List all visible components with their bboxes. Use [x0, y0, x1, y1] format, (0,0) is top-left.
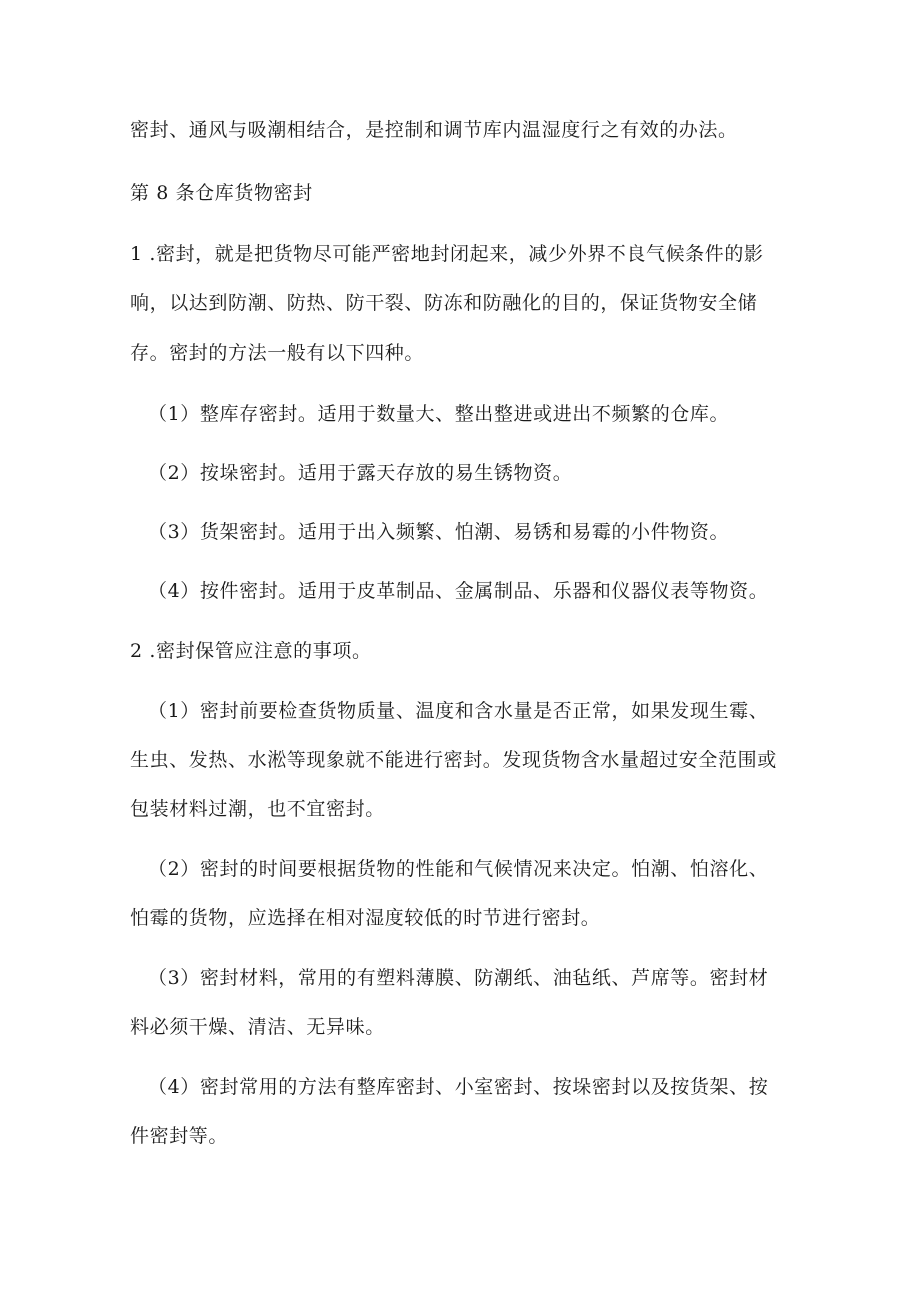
- note4-line-1: （4）密封常用的方法有整库密封、小室密封、按垛密封以及按货架、按: [148, 1076, 769, 1098]
- intro-text: 密封、通风与吸潮相结合，是控制和调节库内温湿度行之有效的办法。: [130, 119, 738, 141]
- point2-heading: 2 .密封保管应注意的事项。: [130, 640, 372, 662]
- method-item-1: （1）整库存密封。适用于数量大、整出整进或进出不频繁的仓库。: [148, 403, 730, 425]
- point1-line-1: 1 .密封，就是把货物尽可能严密地封闭起来，减少外界不良气候条件的影: [130, 243, 764, 265]
- note2-line-2: 怕霉的货物，应选择在相对湿度较低的时节进行密封。: [130, 907, 601, 929]
- method-item-4: （4）按件密封。适用于皮革制品、金属制品、乐器和仪器仪表等物资。: [148, 580, 769, 602]
- note1-line-2: 生虫、发热、水淞等现象就不能进行密封。发现货物含水量超过安全范围或: [130, 749, 777, 771]
- note1-line-1: （1）密封前要检查货物质量、温度和含水量是否正常，如果发现生霉、: [148, 700, 769, 722]
- note3-line-1: （3）密封材料，常用的有塑料薄膜、防潮纸、油毡纸、芦席等。密封材: [148, 967, 769, 989]
- point1-line-3: 存。密封的方法一般有以下四种。: [130, 342, 425, 364]
- note2-line-1: （2）密封的时间要根据货物的性能和气候情况来决定。怕潮、怕溶化、: [148, 858, 769, 880]
- method-item-3: （3）货架密封。适用于出入频繁、怕潮、易锈和易霉的小件物资。: [148, 521, 730, 543]
- method-item-2: （2）按垛密封。适用于露天存放的易生锈物资。: [148, 462, 573, 484]
- point1-line-2: 响，以达到防潮、防热、防干裂、防冻和防融化的目的，保证货物安全储: [130, 292, 758, 314]
- note1-line-3: 包装材料过潮，也不宜密封。: [130, 798, 385, 820]
- note3-line-2: 料必须干燥、清洁、无异味。: [130, 1016, 385, 1038]
- section-title: 第 8 条仓库货物密封: [130, 182, 313, 204]
- note4-line-2: 件密封等。: [130, 1125, 229, 1147]
